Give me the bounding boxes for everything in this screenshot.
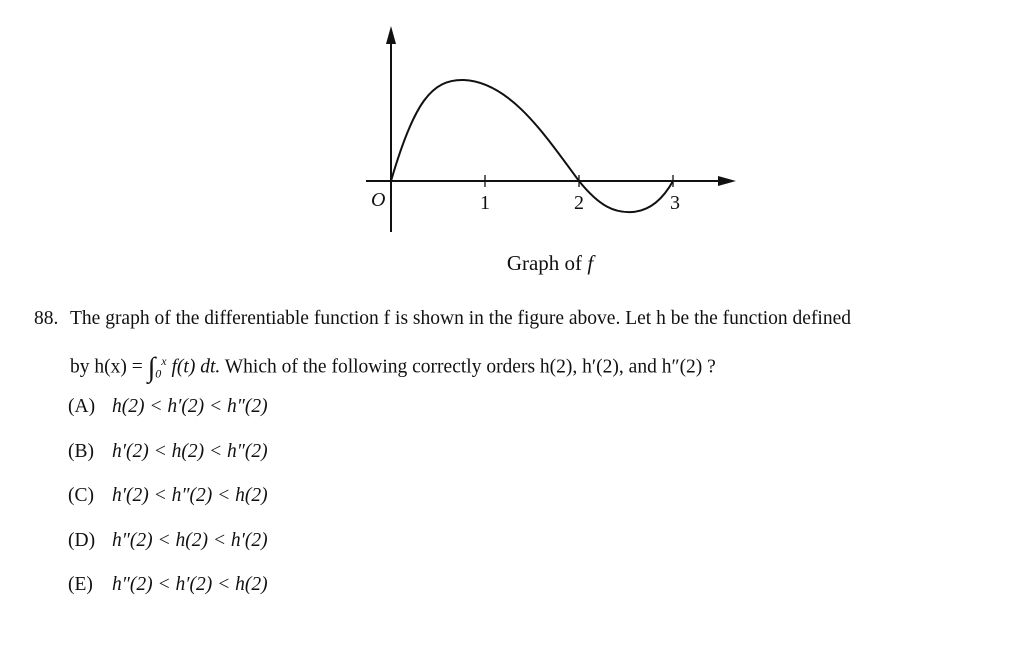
choice-expression: h″(2) < h(2) < h′(2) [112,529,268,551]
h-definition-prefix: by h(x) = [70,356,143,378]
choice-label: (E) [68,574,93,595]
x-tick-label-3: 3 [670,192,680,214]
choice-label: (C) [68,485,94,506]
figure-caption [0,251,1024,276]
choice-a[interactable] [68,392,268,437]
choice-c[interactable] [68,481,268,526]
choice-expression: h′(2) < h(2) < h″(2) [112,440,268,462]
question-stem-line-1: The graph of the differentiable function f is shown in the figure above. Let h be the function defined [70,308,852,329]
question-line-1 [34,298,994,340]
origin-label: O [371,189,386,211]
choice-d[interactable] [68,526,268,571]
choice-expression: h″(2) < h′(2) < h(2) [112,574,268,595]
question-line-2 [34,340,994,394]
caption-prefix: Graph of [506,251,588,275]
graph-of-f [0,0,1024,250]
curve-f [391,80,673,212]
x-tick-label-1: 1 [480,192,490,214]
integral-lower-limit: 0 [155,366,162,381]
choice-label: (D) [68,529,96,551]
integrand: f(t) dt. [171,356,221,378]
integral-upper-limit: x [161,354,167,368]
choice-expression: h′(2) < h″(2) < h(2) [112,485,268,506]
question-number: 88. [34,308,59,329]
choice-e[interactable] [68,570,268,615]
choice-b[interactable] [68,437,268,482]
choice-label: (B) [68,440,94,462]
question-stem-line-2: Which of the following correctly orders h(2), h′(2), and h″(2) ? [224,356,716,378]
y-axis-arrow [386,26,396,44]
integral-sign: ∫ [147,352,156,384]
answer-choices [68,392,268,615]
choice-label: (A) [68,396,96,417]
choice-expression: h(2) < h′(2) < h″(2) [112,396,268,417]
x-axis-arrow [718,176,736,186]
caption-var: f [587,251,594,275]
x-tick-label-2: 2 [574,192,584,214]
question [34,298,994,394]
